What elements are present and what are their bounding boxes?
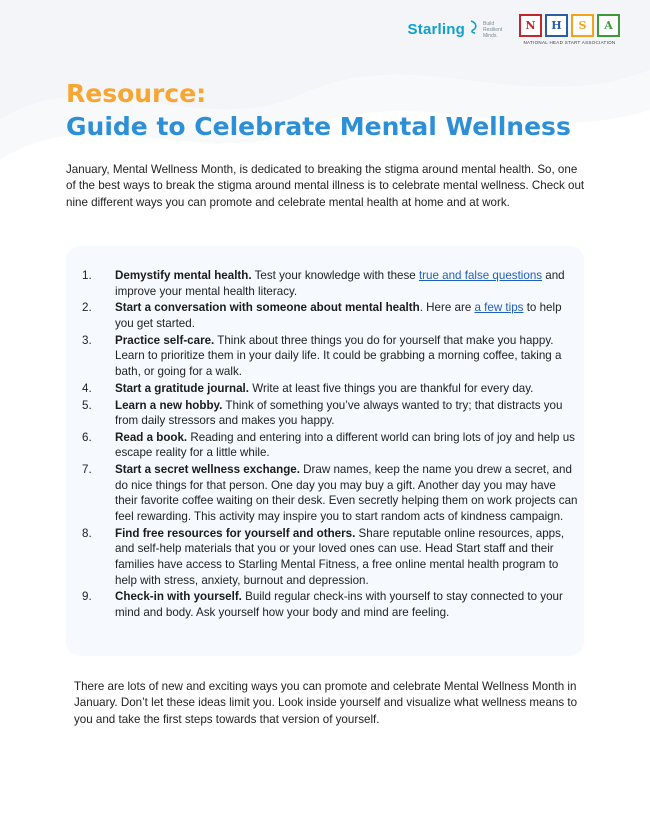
nhsa-subtitle: NATIONAL HEAD START ASSOCIATION: [523, 40, 616, 45]
item-text: Draw names, keep the name you drew a secret, and do nice things for that person. One day you may buy a gift. Another day you may have their favorite coffee waiting on their desk. Even secretly helping them on work projects can feel rewarding. This activity may inspire you to start random acts of kindness campaign.: [115, 463, 578, 524]
list-item: [80, 430, 580, 461]
item-body: [115, 462, 580, 524]
nhsa-block-s: S: [571, 14, 594, 37]
item-text: to help you get started.: [115, 301, 562, 330]
list-item: [80, 462, 580, 524]
item-text: Reading and entering into a different world can bring lots of joy and help us escape reality for a little while.: [115, 430, 575, 460]
item-number: 9.: [82, 590, 92, 604]
item-number: 1.: [82, 269, 92, 282]
starling-wordmark: Starling: [407, 21, 465, 38]
tagline-line: Build: [483, 20, 495, 27]
item-body: [115, 381, 580, 397]
few-tips-link[interactable]: a few tips: [474, 301, 524, 315]
item-heading: Start a conversation with someone about mental health: [115, 301, 420, 315]
item-heading: Start a secret wellness exchange.: [115, 463, 300, 477]
header-logos: [408, 14, 620, 45]
item-number: 8.: [82, 526, 92, 540]
nhsa-letter-blocks: [519, 14, 620, 37]
item-heading: Learn a new hobby.: [115, 398, 223, 412]
item-text: and improve your mental health literacy.: [115, 269, 565, 298]
item-text: Build regular check-ins with yourself to stay connected to your mind and body. Ask yourself how your body and mind are feeling.: [115, 590, 563, 619]
starling-bird-icon: [469, 20, 479, 39]
nhsa-block-a: A: [597, 14, 620, 37]
item-text: Think about three things you do for yourself that make you happy. Learn to prioritize them in your daily life. It could be grabbing a morning coffee, taking a bath, or going for a walk.: [115, 333, 562, 378]
item-text: Think of something you’ve always wanted to try; that distracts you from daily stressors and makes you happy.: [115, 398, 563, 428]
starling-tagline: [483, 21, 505, 39]
page-title: Guide to Celebrate Mental Wellness: [66, 112, 571, 141]
nhsa-logo: [519, 14, 620, 45]
item-heading: Practice self-care.: [115, 333, 215, 347]
item-number: 2.: [82, 301, 92, 315]
starling-logo: [408, 20, 505, 39]
item-body: [115, 589, 580, 620]
tagline-line: Minds.: [483, 32, 498, 39]
item-text: Write at least five things you are thankful for every day.: [249, 381, 534, 395]
item-body: [115, 398, 580, 429]
item-heading: Start a gratitude journal.: [115, 381, 249, 395]
list-item: [80, 381, 580, 397]
list-item: [80, 589, 580, 620]
list-item: [80, 526, 580, 588]
item-body: [115, 526, 580, 588]
item-number: 4.: [82, 381, 92, 395]
item-body: [115, 300, 580, 331]
item-text: . Here are: [419, 301, 475, 315]
item-body: [115, 333, 580, 380]
item-heading: Read a book.: [115, 430, 188, 444]
item-heading: Find free resources for yourself and others.: [115, 526, 356, 540]
document-header: [66, 78, 588, 211]
closing-paragraph: There are lots of new and exciting ways you can promote and celebrate Mental Wellness Month in January. Don’t let these ideas limit you. Look inside yourself and visualize what wellness means to you and take the first steps towards that version of yourself.: [74, 680, 578, 726]
list-item: [80, 398, 580, 429]
item-number: 3.: [82, 333, 92, 347]
item-body: [115, 430, 580, 461]
item-number: 6.: [82, 430, 92, 444]
nhsa-block-h: H: [545, 14, 568, 37]
list-item: [80, 268, 580, 299]
tips-list: [80, 268, 580, 622]
item-heading: Check-in with yourself.: [115, 590, 242, 604]
tagline-line: Resilient: [483, 26, 503, 33]
item-number: 5.: [82, 398, 92, 412]
true-false-questions-link[interactable]: true and false questions: [418, 269, 543, 282]
title-resource: Resource:: [66, 79, 207, 108]
intro-paragraph: January, Mental Wellness Month, is dedicated to breaking the stigma around mental health. So, one of the best ways to break the stigma around mental illness is to celebrate mental wellness. Check out nine different ways you can promote and celebrate mental health at home and at work.: [66, 163, 585, 209]
item-number: 7.: [82, 463, 92, 477]
item-heading: Demystify mental health.: [115, 269, 252, 282]
nhsa-block-n: N: [519, 14, 542, 37]
list-item: [80, 333, 580, 380]
item-text: Test your knowledge with these: [251, 269, 419, 282]
item-body: [115, 268, 580, 299]
item-text: Share reputable online resources, apps, and self-help materials that you or your loved ones can use. Head Start staff and their families have access to Starling Mental Fitness, a free online mental health program to help with stress, anxiety, burnout and depression.: [115, 526, 565, 587]
list-item: [80, 300, 580, 331]
